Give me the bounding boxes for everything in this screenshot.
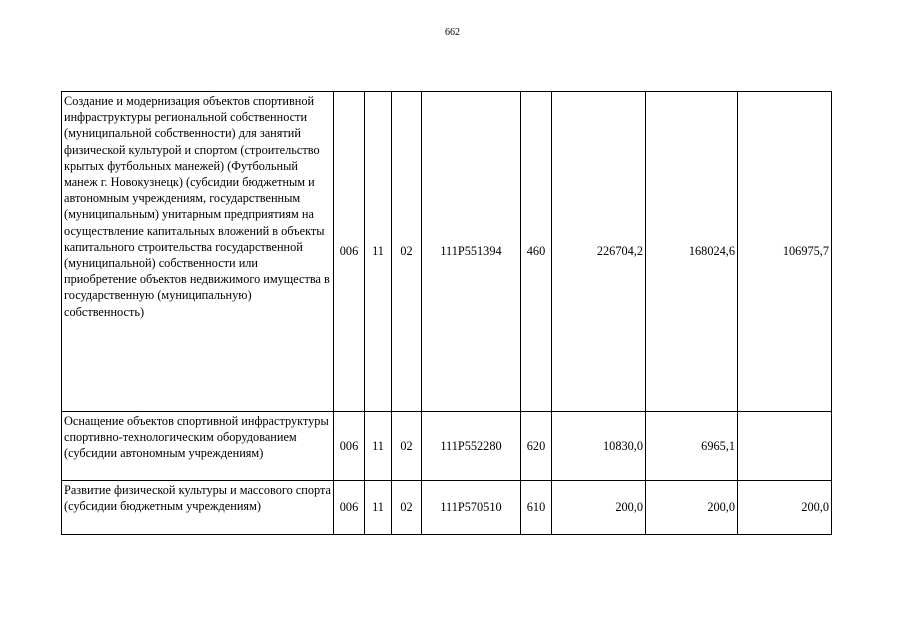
section-code-cell: 11 [365, 92, 392, 412]
expense-name-cell: Оснащение объектов спортивной инфраструктуры спортивно-технологическим оборудованием (субсидии автономным учреждениям) [62, 412, 334, 481]
page-number: 662 [445, 27, 460, 38]
budget-table [61, 91, 832, 535]
ministry-code-cell: 006 [334, 412, 365, 481]
amount-year-1-cell: 226704,2 [552, 92, 646, 412]
amount-year-3-cell [738, 412, 832, 481]
amount-year-2-cell: 200,0 [646, 481, 738, 535]
amount-year-2-cell: 6965,1 [646, 412, 738, 481]
subsection-code-cell: 02 [392, 481, 422, 535]
table-row [62, 481, 832, 535]
amount-year-2-cell: 168024,6 [646, 92, 738, 412]
target-article-cell: 111P552280 [422, 412, 521, 481]
table-row [62, 92, 832, 412]
subsection-code-cell: 02 [392, 92, 422, 412]
amount-year-1-cell: 200,0 [552, 481, 646, 535]
amount-year-3-cell: 106975,7 [738, 92, 832, 412]
subsection-code-cell: 02 [392, 412, 422, 481]
expense-type-cell: 620 [521, 412, 552, 481]
amount-year-1-cell: 10830,0 [552, 412, 646, 481]
expense-name-cell: Развитие физической культуры и массового спорта (субсидии бюджетным учреждениям) [62, 481, 334, 535]
expense-name-cell: Создание и модернизация объектов спортивной инфраструктуры региональной собственности (муниципальной собственности) для занятий физической культурой и спортом (строительство крытых футбольных манежей) (Футбольный манеж г. Новокузнецк) (субсидии бюджетным и автономным учреждениям, государственным (муниципальным) унитарным предприятиям на осуществление капитальных вложений в объекты капитального строительства государственной (муниципальной) собственности или приобретение объектов недвижимого имущества в государственную (муниципальную) собственность) [62, 92, 334, 412]
expense-type-cell: 610 [521, 481, 552, 535]
table-row [62, 412, 832, 481]
section-code-cell: 11 [365, 481, 392, 535]
section-code-cell: 11 [365, 412, 392, 481]
target-article-cell: 111P551394 [422, 92, 521, 412]
target-article-cell: 111P570510 [422, 481, 521, 535]
ministry-code-cell: 006 [334, 92, 365, 412]
expense-type-cell: 460 [521, 92, 552, 412]
ministry-code-cell: 006 [334, 481, 365, 535]
amount-year-3-cell: 200,0 [738, 481, 832, 535]
